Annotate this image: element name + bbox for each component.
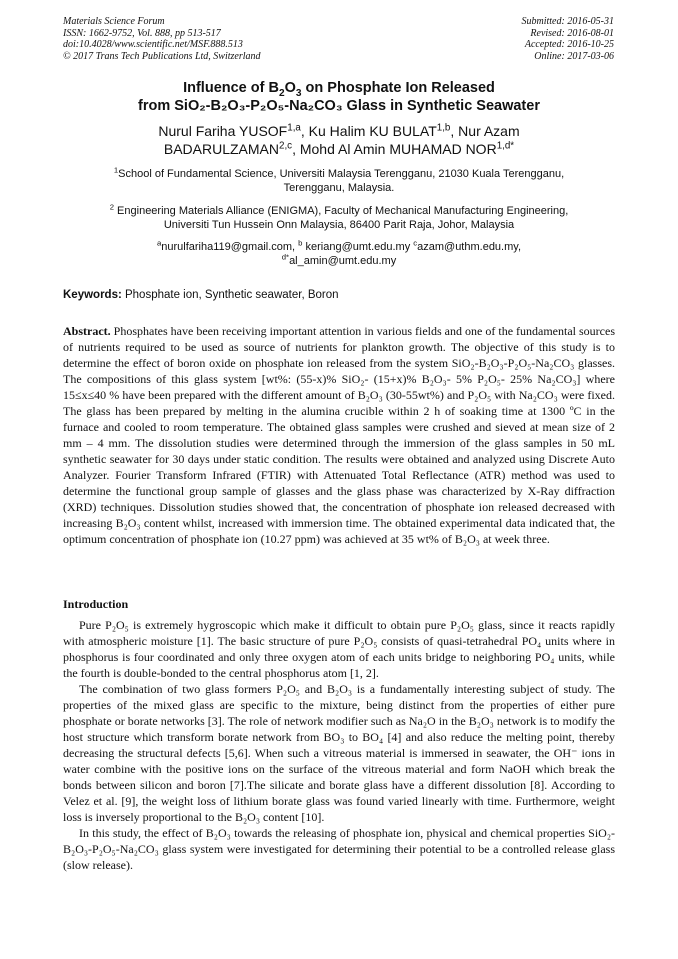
keywords — [63, 289, 339, 301]
section-heading-introduction: Introduction — [63, 597, 129, 611]
abstract-label: Abstract. — [63, 324, 111, 338]
affiliation-1: $^1$School of Fundamental Science, Universiti Malaysia Terengganu, 21030 Kuala Terengganu, Terengganu, Malaysia. — [113, 165, 565, 194]
abstract — [63, 323, 615, 547]
intro-paragraph-3: In this study, the effect of B₂O₃ towards the releasing of phosphate ion, physical and chemical properties SiO₂-B₂O₃-P₂O₅-Na₂CO₃ glass system were investigated for determining their potential to be a controlled release glass (slow release). — [63, 826, 615, 872]
author-emails: $^a$nurulfariha119@gmail.com, $^b$ keriang@umt.edu.my $^c$azam@uthm.edu.my, $^{d*}$al_amin@umt.edu.my — [156, 238, 522, 267]
intro-paragraph-2: The combination of two glass formers P₂O₅ and B₂O₃ is a fundamentally interesting subject of study. The properties of the mixed glass are specific to the mixture, being distinct from the properties of either pure phosphate or borate networks [3]. The role of network modifier such as Na₂O in the B₂O₃ network is to modify the host structure which transform borate network from BO₃ to BO₄ [4] and also reduce the melting point, thereby decreasing the structural defects [5,6]. When such a vitreous material is immersed in seawater, the OH⁻ ions in water combine with the positive ions on the surface of the vitreous material and form NaOH which break the bonds between silicon and boron [7].The silicate and borate glass have a different dissolution [8]. According to Velez et al. [9], the weight loss of lithium borate glass was found varied linearly with time. Furthermore, weight loss is inversely proportional to the B₂O₃ content [10]. — [63, 682, 615, 824]
publication-dates — [522, 16, 615, 62]
journal-copyright: © 2017 Trans Tech Publications Ltd, Switzerland — [63, 50, 261, 62]
keywords-text: Phosphate ion, Synthetic seawater, Boron — [121, 289, 339, 301]
date-revised: Revised: 2016-08-01 — [530, 27, 614, 39]
date-submitted: Submitted: 2016-05-31 — [521, 16, 614, 27]
author-list: Nurul Fariha YUSOF$^{1,a}$, Ku Halim KU BULAT$^{1,b}$, Nur Azam BADARULZAMAN$^{2,c}$, Mohd Al Amin MUHAMAD $NOR^{1,d*}$ — [158, 122, 520, 157]
date-accepted: Accepted: 2016-10-25 — [524, 39, 614, 50]
keywords-label: Keywords: — [63, 289, 122, 301]
title-line-2: from SiO₂-B₂O₃-P₂O₅-Na₂CO₃ Glass in Synthetic Seawater — [138, 97, 540, 114]
journal-name: Materials Science Forum — [63, 16, 165, 27]
journal-doi: doi:10.4028/www.scientific.net/MSF.888.513 — [63, 39, 243, 50]
intro-paragraph-1: Pure P₂O₅ is extremely hygroscopic which make it difficult to obtain pure P₂O₅ glass, since it reacts rapidly with atmospheric moisture [1]. The basic structure of pure P₂O₅ consists of quasi-tetrahedral PO₄ units where in phosphorus is four coordinated and only three oxygen atom of each units bridge to neighboring PO₄ units, while the fourth is double-bonded to the central phosphorus atom [1, 2]. — [63, 618, 615, 680]
affiliation-2: $^2$ Engineering Materials Alliance (ENIGMA), Faculty of Mechanical Manufacturing Engineering, Universiti Tun Hussein Onn Malaysia, 86400 Parit Raja, Johor, Malaysia — [109, 202, 569, 231]
journal-issn: ISSN: 1662-9752, Vol. 888, pp 513-517 — [63, 27, 221, 39]
journal-info — [63, 16, 261, 62]
introduction-body — [63, 617, 615, 873]
abstract-text: Phosphates have been receiving important attention in various fields and one of the fundamental sources of nutrients required to be used as source of nutrients for plankton growth. The objective of this study is to determine the effect of boron oxide on phosphate ion released from the system SiO₂-B₂O₃-P₂O₅-Na₂CO₃ glasses. The compositions of this glass system [wt%: (55-x)% SiO₂- (15+x)% B₂O₃- 5% P₂O₅- 25% Na₂CO₃] where 15≤x≤40 % have been prepared with the different amount of B₂O₃ (30-55wt%) and P₂O₅ with Na₂CO₃ were fixed. The glass has been prepared by melting in the alumina crucible within 2 h of soaking time at 1300 ºC in the furnace and cooled to room temperature. The obtained glass samples were crushed and sieved at mean size of 2 mm – 4 mm. The dissolution studies were determined through the immersion of the glass samples in 50 mL synthetic seawater for 30 days under static condition. The results were obtained and analyzed using Discrete Auto Analyzer. Fourier Transform Infrared (FTIR) with Attenuated Total Reflectance (ATR) method was used to determine the functional group sample of glasses and the glass phase was characterized by X-Ray diffraction (XRD) techniques. Dissolution studies showed that, the concentration of phosphate ion released decreased with increasing B₂O₃ content whilst, increased with immersion time. The obtained experimental data indicated that, the optimum concentration of phosphate ion (10.27 ppm) was achieved at 35 wt% of B₂O₃ at week three. — [63, 324, 615, 546]
paper-title — [63, 80, 615, 115]
title-line-1: Influence of $B_2O_3$ on Phosphate Ion Released — [183, 80, 495, 99]
date-online: Online: 2017-03-06 — [534, 50, 614, 62]
